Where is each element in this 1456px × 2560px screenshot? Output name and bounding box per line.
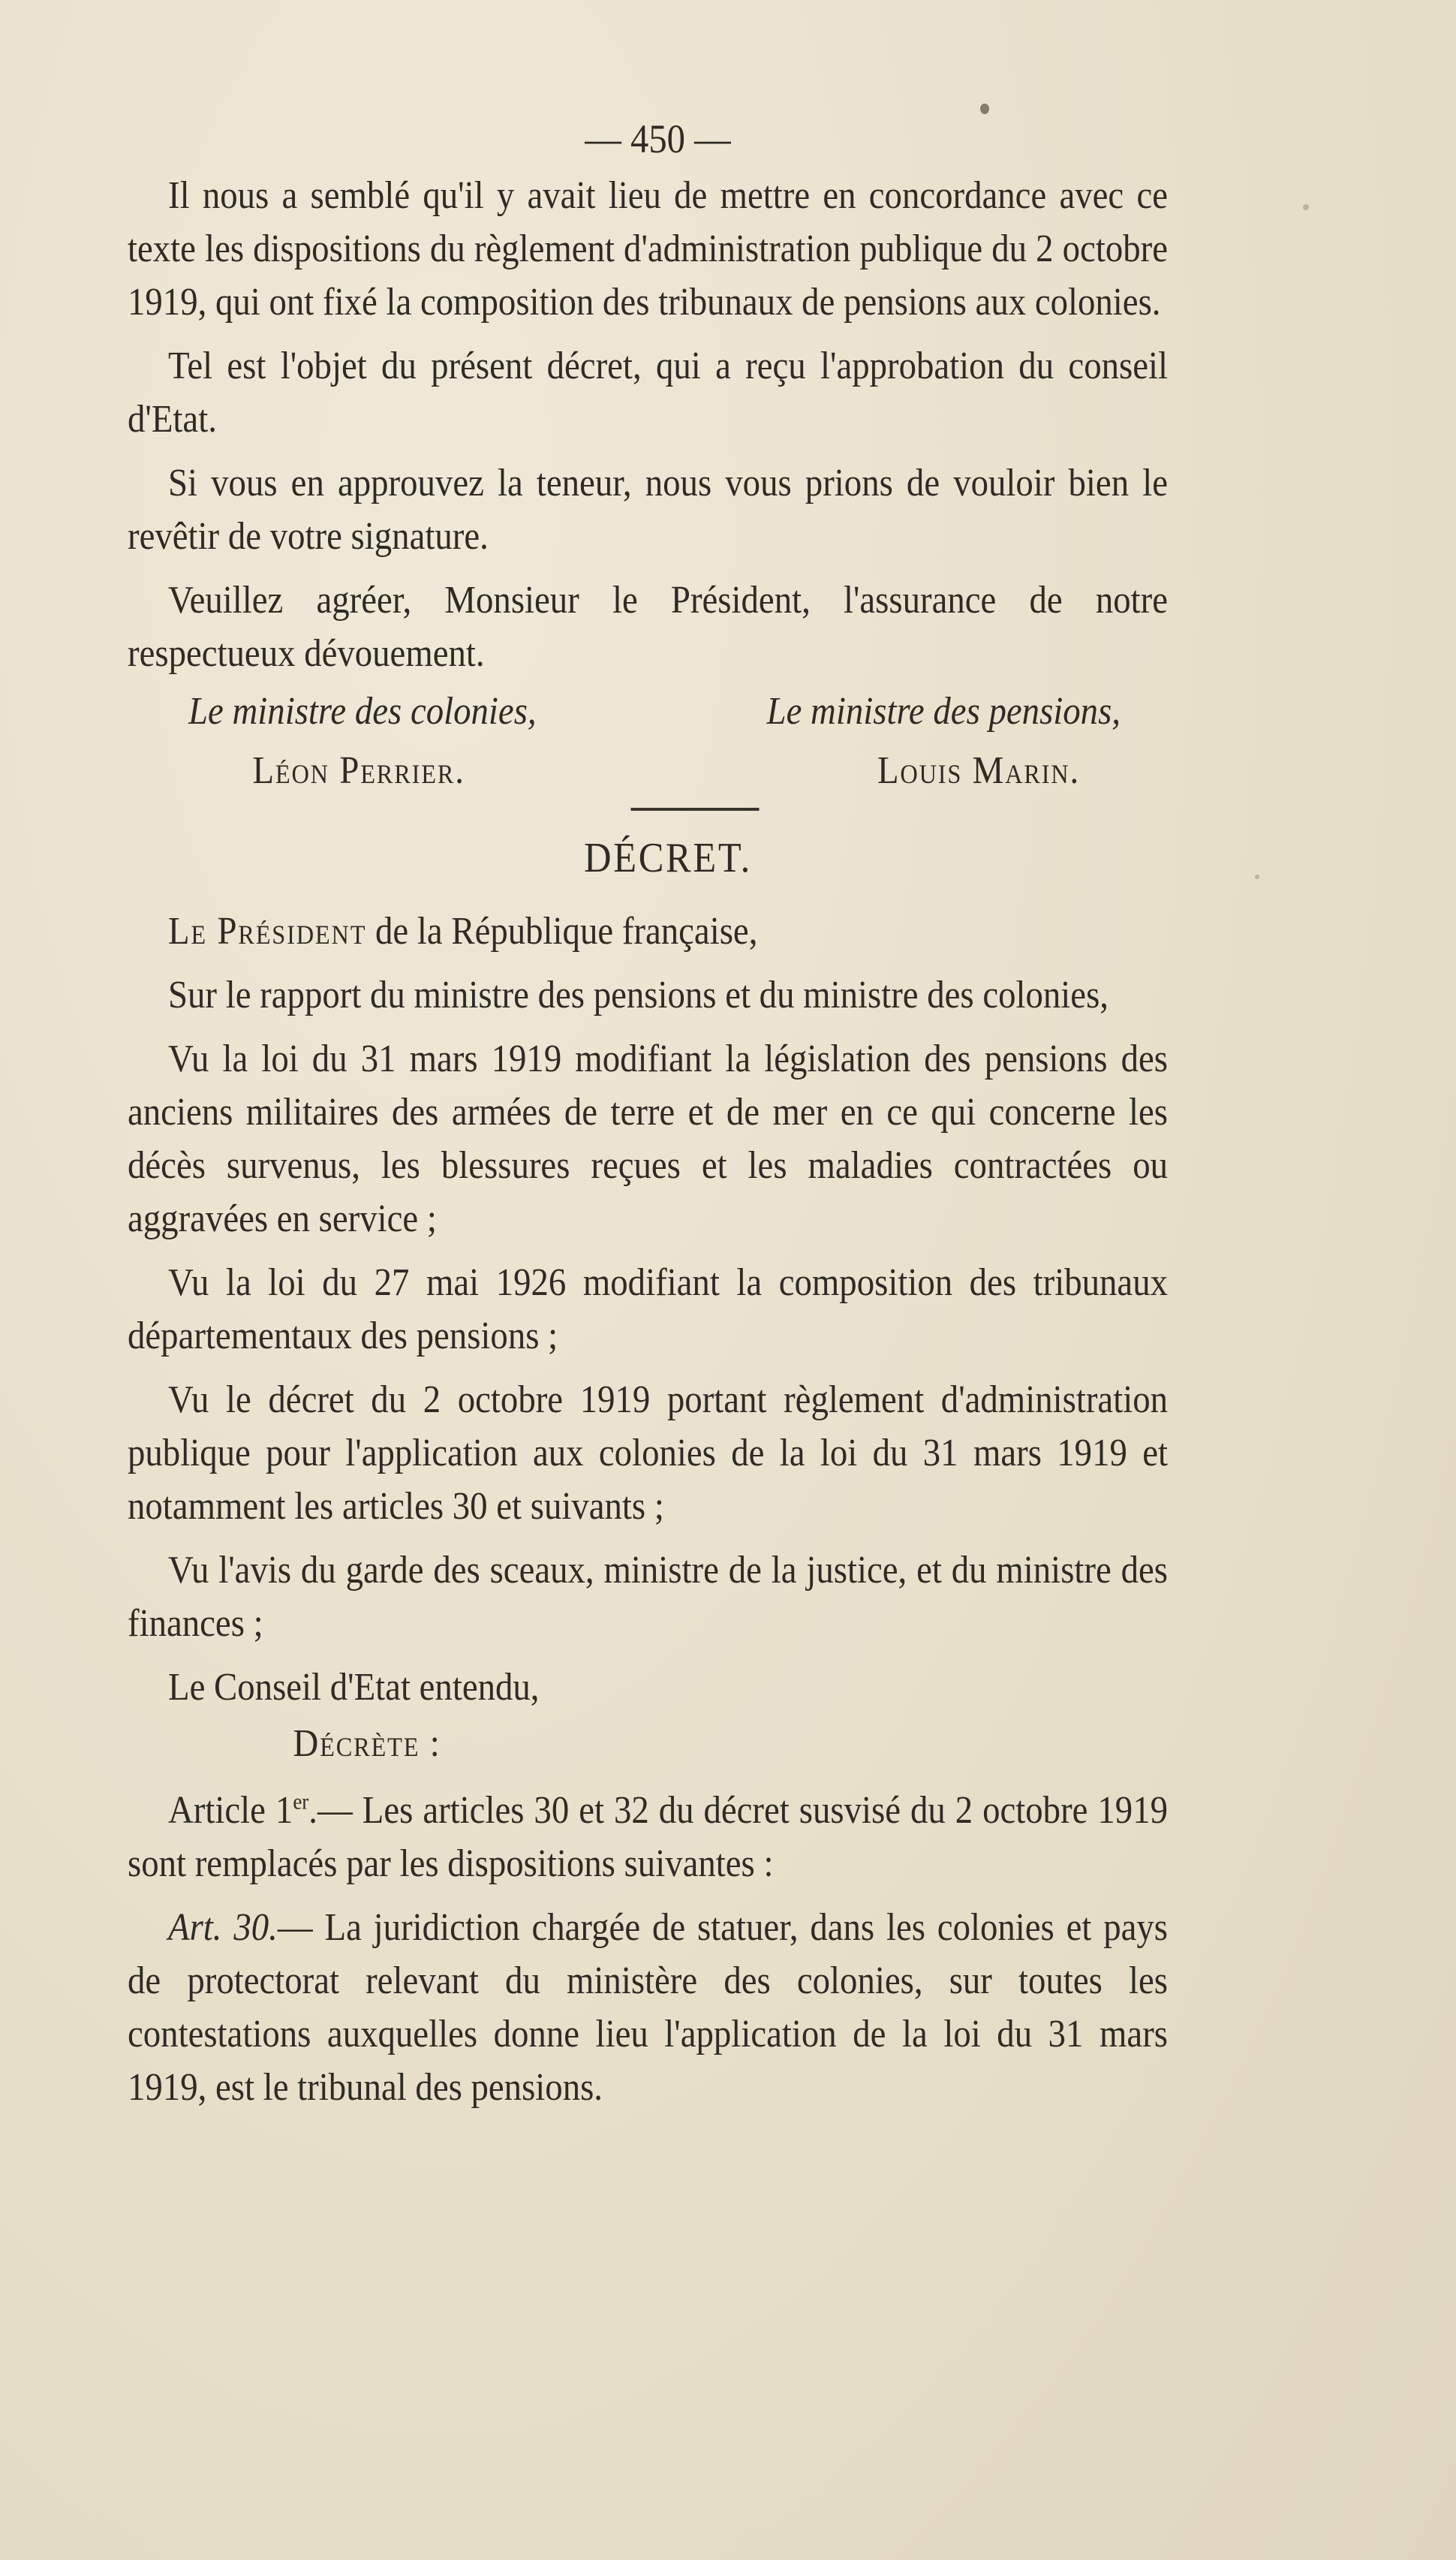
decree-heading: DÉCRET.: [584, 835, 752, 881]
paragraph-vu-loi-1926: Vu la loi du 27 mai 1926 modifiant la composition des tribunaux départementaux des pensions ;: [128, 1261, 1168, 1357]
article-1-sup: er: [293, 1789, 309, 1815]
signature-name-perrier: Léon Perrier.: [252, 749, 465, 792]
president-lead: Le Président: [168, 910, 367, 953]
page-number: — 450 —: [585, 116, 731, 161]
article-1-text: .— Les articles 30 et 32 du décret susvisé du 2 octobre 1919 sont remplacés par les dispositions suivantes :: [128, 1789, 1169, 1885]
paragraph-art-30: [128, 1901, 1168, 2114]
president-rest: de la République française,: [366, 910, 758, 953]
signature-name-marin: Louis Marin.: [877, 749, 1080, 792]
art-30-text: — La juridiction chargée de statuer, dans les colonies et pays de protectorat relevant du ministère des colonies, sur toutes les contestations auxquelles donne lieu l'application de la loi du 31 mars 1919, est le tribunal des pensions.: [128, 1906, 1168, 2109]
article-1-label: Article 1: [168, 1789, 293, 1832]
ink-speck: [1303, 204, 1309, 210]
paragraph-sur-rapport: Sur le rapport du ministre des pensions et du ministre des colonies,: [168, 974, 1109, 1016]
paragraph-article-1: [128, 1784, 1168, 1890]
paragraph-vu-loi-1919: Vu la loi du 31 mars 1919 modifiant la législation des pensions des anciens militaires des armées de terre et de mer en ce qui concerne les décès survenus, les blessures reçues et les maladies contractées ou aggravées en service ;: [128, 1038, 1168, 1240]
document-page: [128, 113, 1168, 2125]
signature-title-pensions: Le ministre des pensions,: [766, 690, 1121, 733]
paragraph-objet: Tel est l'objet du présent décret, qui a reçu l'approbation du conseil d'Etat.: [128, 345, 1168, 441]
paragraph-president: [128, 905, 1168, 958]
paragraph-salutation: Veuillez agréer, Monsieur le Président, l'assurance de notre respectueux dévouement.: [128, 579, 1168, 675]
paragraph-concordance: Il nous a semblé qu'il y avait lieu de mettre en concordance avec ce texte les dispositions du règlement d'administration publique du 2 octobre 1919, qui ont fixé la composition des tribunaux de pensions aux colonies.: [128, 174, 1168, 324]
paragraph-approbation: Si vous en approuvez la teneur, nous vous prions de vouloir bien le revêtir de votre signature.: [128, 462, 1168, 558]
paragraph-vu-avis: Vu l'avis du garde des sceaux, ministre de la justice, et du ministre des finances ;: [128, 1549, 1168, 1645]
paragraph-vu-decret-1919: Vu le décret du 2 octobre 1919 portant règlement d'administration publique pour l'application aux colonies de la loi du 31 mars 1919 et notamment les articles 30 et suivants ;: [128, 1378, 1168, 1528]
section-divider: [631, 808, 760, 811]
ink-speck: [1255, 875, 1259, 879]
art-30-label: Art. 30.: [168, 1906, 278, 1949]
signature-titles: [128, 685, 1168, 738]
paragraph-conseil: Le Conseil d'Etat entendu,: [168, 1666, 540, 1709]
signature-names: [128, 744, 1168, 797]
decrete-label: Décrète :: [293, 1722, 441, 1765]
signature-title-colonies: Le ministre des colonies,: [188, 690, 537, 733]
